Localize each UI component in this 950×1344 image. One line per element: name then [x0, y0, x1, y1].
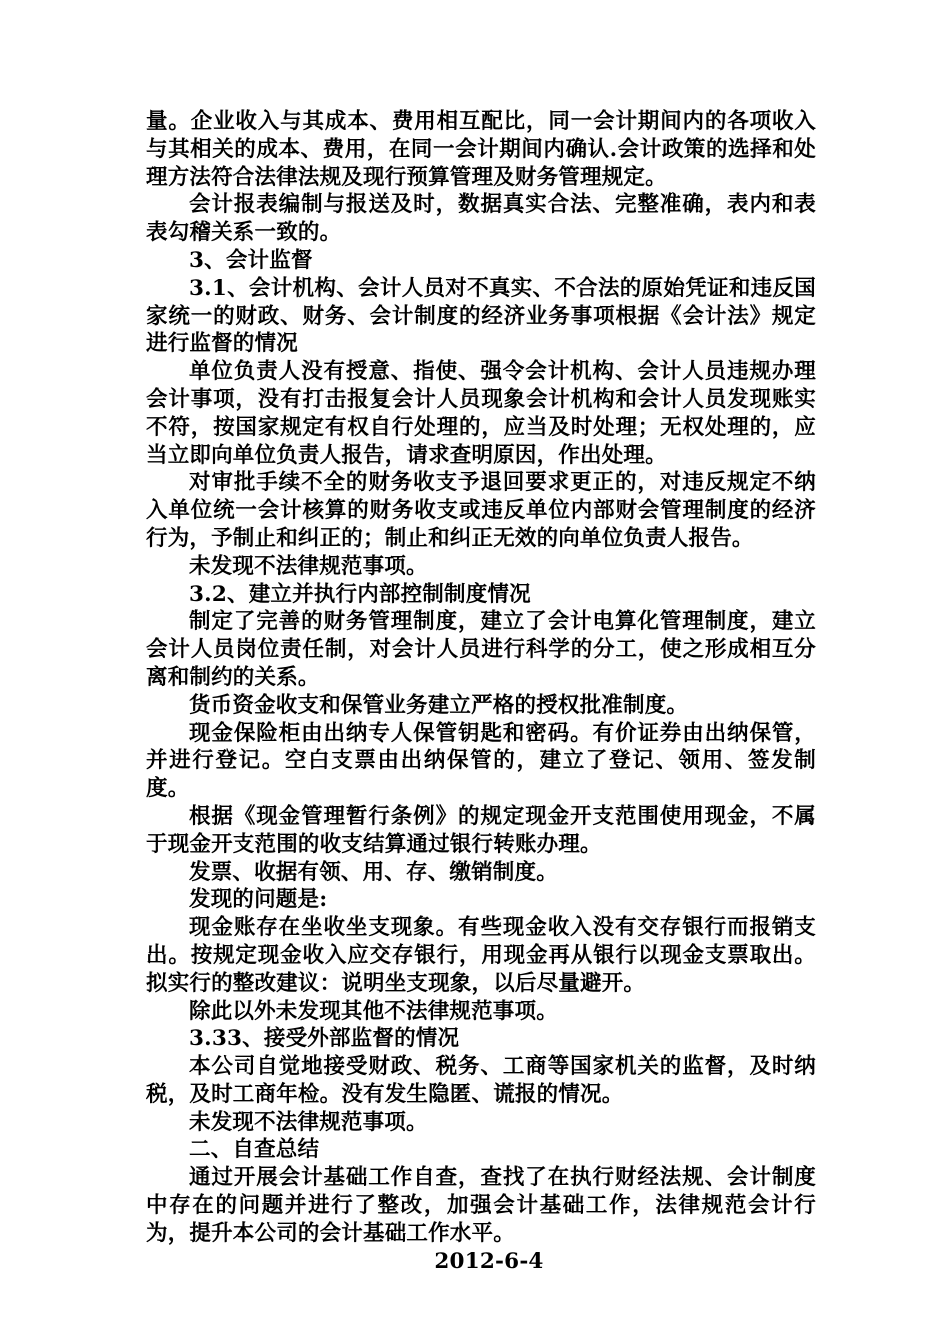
subsection-heading-3-33: 3.33、接受外部监督的情况: [189, 1026, 460, 1052]
paragraph-13: 发票、收据有领、用、存、缴销制度。: [189, 859, 558, 885]
paragraph-15: 现金账存在坐收坐支现象。有些现金收入没有交存银行而报销支出。按规定现金收入应交存银行，用现金再从银行以现金支票取出。拟实行的整改建议：说明坐支现象，以后尽量避开。: [146, 915, 816, 996]
paragraph-5: 单位负责人没有授意、指使、强令会计机构、会计人员违规办理会计事项，没有打击报复会计人员现象会计机构和会计人员发现账实不符，按国家规定有权自行处理的，应当及时处理；无权处理的，应当立即向单位负责人报告，请求查明原因，作出处理。: [146, 359, 816, 468]
paragraph-9: 制定了完善的财务管理制度，建立了会计电算化管理制度，建立会计人员岗位责任制，对会计人员进行科学的分工，使之形成相互分离和制约的关系。: [146, 609, 816, 690]
subsection-heading-3-1: 3.1、会计机构、会计人员对不真实、不合法的原始凭证和违反国家统一的财政、财务、会计制度的经济业务事项根据《会计法》规定进行监督的情况: [146, 275, 816, 357]
document-body: [146, 108, 816, 1275]
document-date: 2012-6-4: [434, 1248, 544, 1274]
paragraph-10: 货币资金收支和保管业务建立严格的授权批准制度。: [189, 692, 689, 718]
section-heading-3: 3、会计监督: [189, 247, 313, 273]
paragraph-16: 除此以外未发现其他不法律规范事项。: [189, 998, 558, 1024]
paragraph-2: 会计报表编制与报送及时，数据真实合法、完整准确，表内和表表勾稽关系一致的。: [146, 192, 816, 246]
paragraph-18: 本公司自觉地接受财政、税务、工商等国家机关的监督，及时纳税，及时工商年检。没有发生隐匿、谎报的情况。: [146, 1054, 816, 1107]
paragraph-6: 对审批手续不全的财务收支予退回要求更正的，对违反规定不纳入单位统一会计核算的财务收支或违反单位内部财会管理制度的经济行为，予制止和纠正的；制止和纠正无效的向单位负责人报告。: [146, 470, 816, 551]
section-heading-summary: 二、自查总结: [189, 1137, 320, 1163]
paragraph-11: 现金保险柜由出纳专人保管钥匙和密码。有价证券由出纳保管，并进行登记。空白支票由出纳保管的，建立了登记、领用、签发制度。: [146, 720, 816, 802]
paragraph-21: 通过开展会计基础工作自查，查找了在执行财经法规、会计制度中存在的问题并进行了整改，加强会计基础工作，法律规范会计行为，提升本公司的会计基础工作水平。: [146, 1165, 816, 1246]
paragraph-1: 量。企业收入与其成本、费用相互配比，同一会计期间内的各项收入与其相关的成本、费用，在同一会计期间内确认.会计政策的选择和处理方法符合法律法规及现行预算管理及财务管理规定。: [146, 109, 816, 190]
paragraph-12: 根据《现金管理暂行条例》的规定现金开支范围使用现金，不属于现金开支范围的收支结算通过银行转账办理。: [146, 803, 816, 857]
subsection-heading-3-2: 3.2、建立并执行内部控制制度情况: [189, 581, 531, 607]
paragraph-14: 发现的问题是:: [189, 887, 328, 913]
paragraph-7: 未发现不法律规范事项。: [189, 553, 428, 579]
paragraph-19: 未发现不法律规范事项。: [189, 1109, 428, 1135]
